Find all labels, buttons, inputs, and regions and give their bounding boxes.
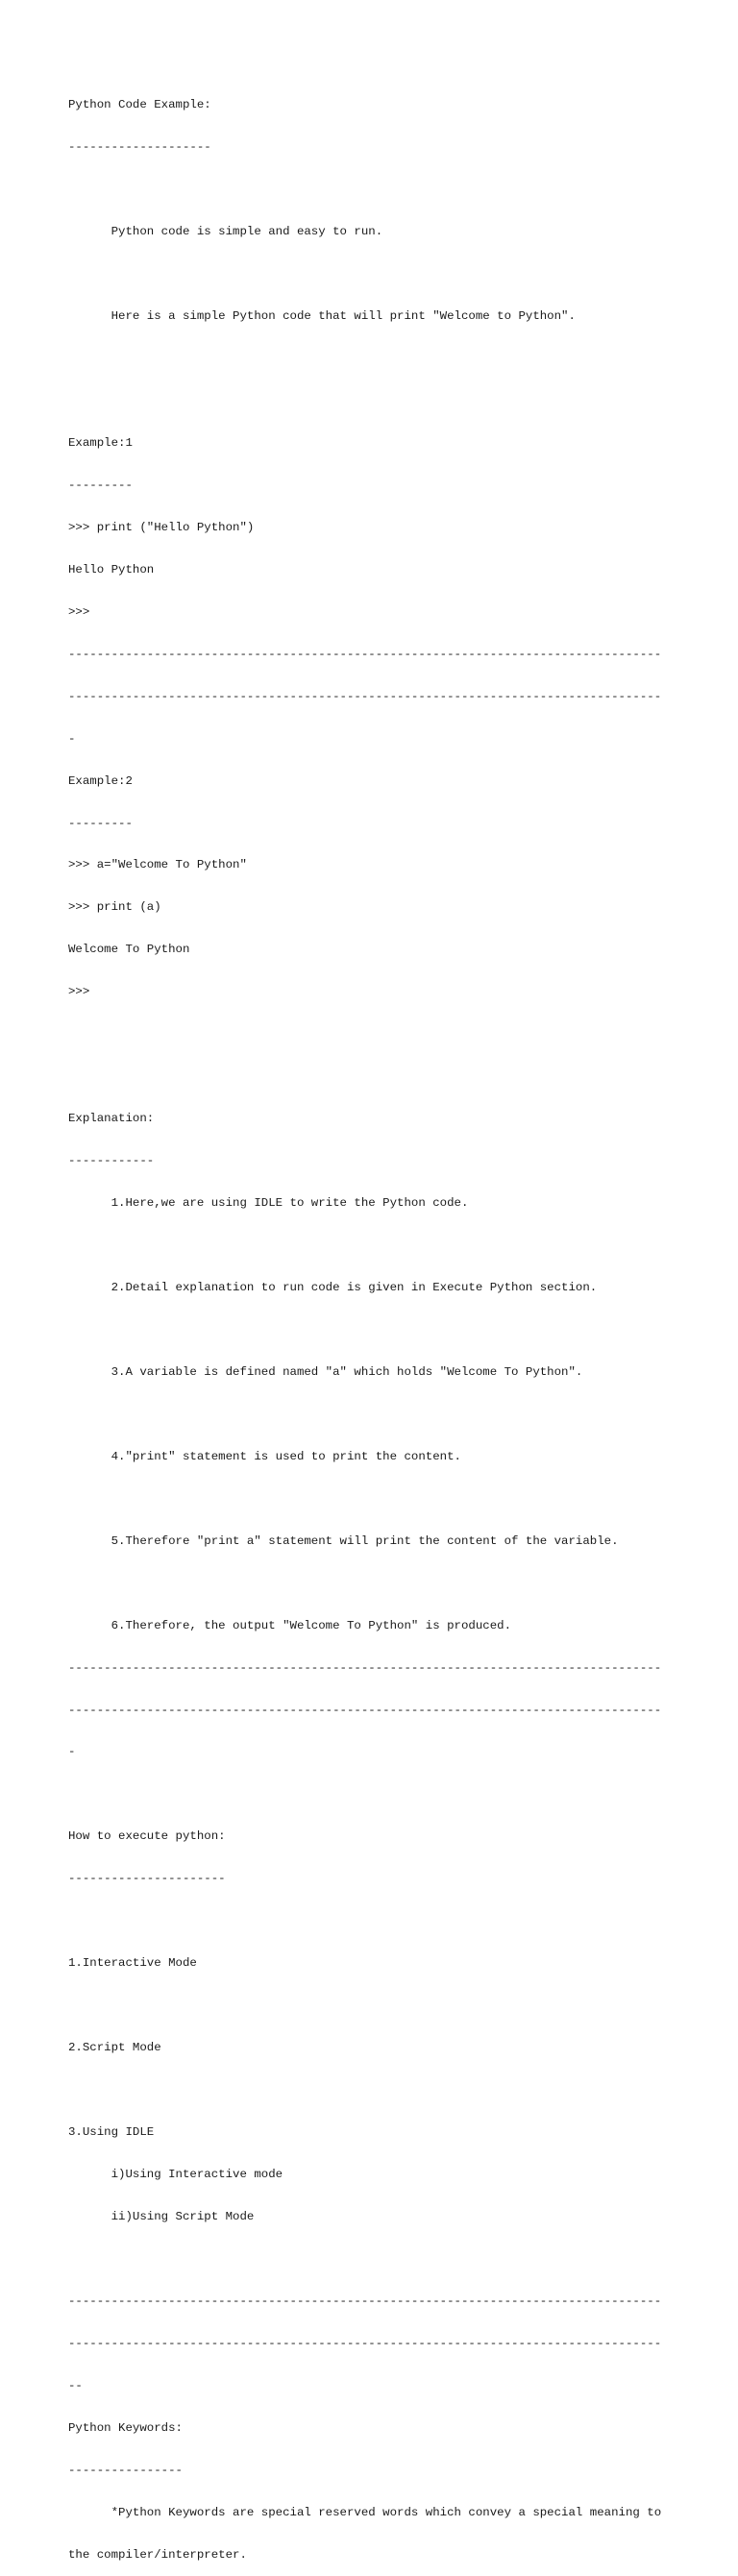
list-item: 1.Interactive Mode — [68, 1956, 197, 1971]
list-item: 2.Script Mode — [68, 2041, 161, 2055]
separator-line: ----------------------------------------------------------------------------------- — [68, 1660, 662, 1675]
heading-explanation: Explanation: — [68, 1112, 155, 1126]
separator-line: ----------------------------------------------------------------------------------- — [68, 2336, 662, 2350]
heading-example-1: Example:1 — [68, 435, 133, 450]
blank-line — [68, 1999, 674, 2013]
blank-line — [68, 1577, 674, 1591]
blank-line — [68, 2252, 674, 2267]
separator-tail: -- — [68, 2378, 83, 2392]
underline: --------- — [68, 816, 133, 830]
underline: ------------ — [68, 1154, 155, 1168]
blank-line — [68, 352, 674, 366]
code-line: >>> print ("Hello Python") — [68, 520, 255, 534]
blank-line — [68, 2083, 674, 2098]
code-prompt-line: >>> — [68, 985, 90, 999]
separator-line: ----------------------------------------------------------------------------------- — [68, 1703, 662, 1717]
separator-line: ----------------------------------------------------------------------------------- — [68, 647, 662, 661]
explanation-item: 3.A variable is defined named "a" which holds "Welcome To Python". — [68, 1364, 583, 1379]
underline: ---------------- — [68, 2463, 183, 2477]
underline: ---------------------- — [68, 1872, 226, 1886]
blank-line — [68, 183, 674, 197]
blank-line — [68, 267, 674, 282]
code-output-line: Hello Python — [68, 562, 155, 577]
explanation-item: 5.Therefore "print a" statement will print the content of the variable. — [68, 1533, 619, 1548]
blank-line — [68, 394, 674, 408]
blank-line — [68, 1323, 674, 1337]
paragraph-line: Python code is simple and easy to run. — [68, 225, 383, 239]
blank-line — [68, 1239, 674, 1253]
heading-how-to-execute: How to execute python: — [68, 1829, 226, 1844]
paragraph-line: the compiler/interpreter. — [68, 2547, 247, 2562]
separator-line: ----------------------------------------------------------------------------------- — [68, 2294, 662, 2308]
separator-line: ----------------------------------------------------------------------------------- — [68, 689, 662, 703]
sub-list-item: ii)Using Script Mode — [68, 2209, 255, 2223]
sub-list-item: i)Using Interactive mode — [68, 2168, 283, 2182]
explanation-item: 4."print" statement is used to print the content. — [68, 1449, 461, 1463]
separator-tail: - — [68, 731, 76, 746]
heading-example-2: Example:2 — [68, 773, 133, 788]
heading-python-code-example: Python Code Example: — [68, 98, 211, 112]
list-item: 3.Using IDLE — [68, 2125, 155, 2140]
blank-line — [68, 1492, 674, 1507]
blank-line — [68, 1027, 674, 1042]
blank-line — [68, 1914, 674, 1928]
paragraph-line: Here is a simple Python code that will print "Welcome to Python". — [68, 309, 576, 324]
blank-line — [68, 1787, 674, 1802]
explanation-item: 2.Detail explanation to run code is given in Execute Python section. — [68, 1281, 598, 1294]
code-output-line: Welcome To Python — [68, 943, 190, 957]
blank-line — [68, 1408, 674, 1422]
code-prompt-line: >>> — [68, 604, 90, 619]
document-page — [68, 70, 674, 2576]
code-line: >>> a="Welcome To Python" — [68, 858, 247, 872]
explanation-item: 1.Here,we are using IDLE to write the Python code. — [68, 1196, 469, 1211]
underline: --------- — [68, 478, 133, 492]
blank-line — [68, 1069, 674, 1084]
paragraph-line: *Python Keywords are special reserved words which convey a special meaning to — [68, 2505, 662, 2519]
code-line: >>> print (a) — [68, 900, 161, 915]
heading-python-keywords: Python Keywords: — [68, 2420, 183, 2435]
explanation-item: 6.Therefore, the output "Welcome To Python" is produced. — [68, 1618, 512, 1632]
separator-tail: - — [68, 1745, 76, 1759]
underline: -------------------- — [68, 140, 211, 155]
